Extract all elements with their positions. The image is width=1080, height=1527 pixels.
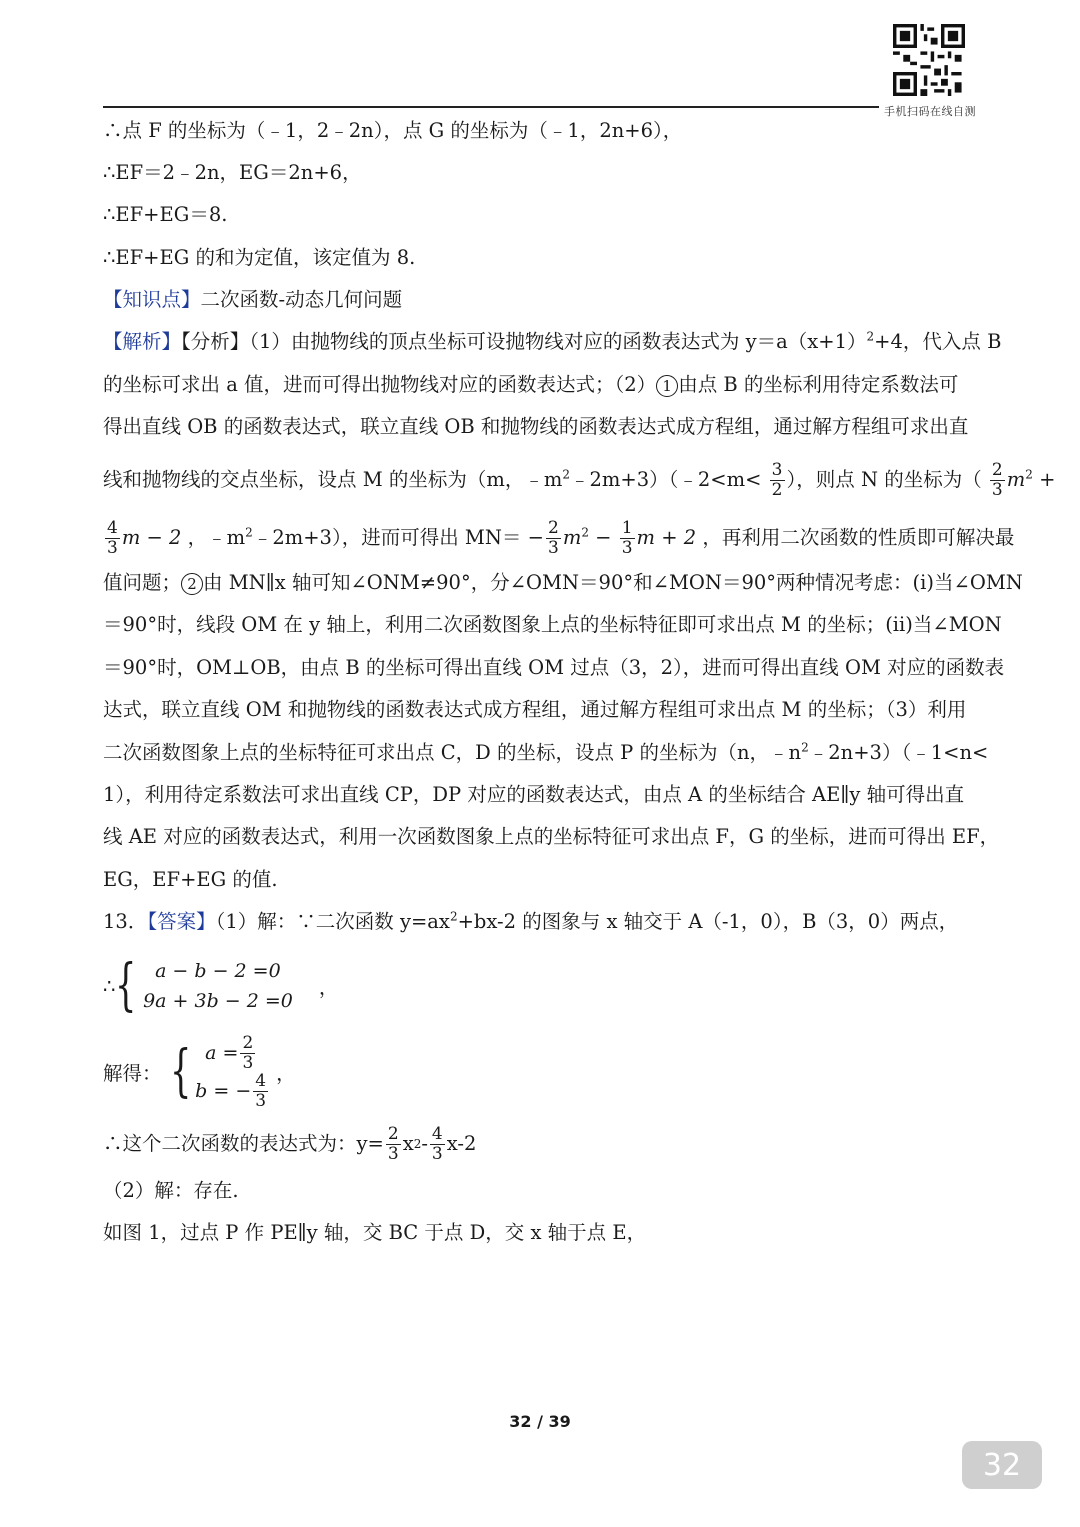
text-line (103, 570, 1023, 596)
circled-number: 1 (656, 375, 678, 397)
superscript: 2 (866, 329, 875, 344)
punctuation: ， (276, 1062, 296, 1085)
answer-line (103, 909, 958, 935)
page-number: 32 / 39 (509, 1412, 571, 1431)
text-segment: + (1032, 468, 1056, 491)
superscript: 2 (1025, 467, 1033, 482)
fraction: $\frac{2}{3}$ (242, 1032, 254, 1073)
text-segment: 由点 B 的坐标利用待定系数法可 (678, 373, 959, 396)
knowledge-tag: 【知识点】 (103, 288, 201, 311)
text-line: ∴EF+EG 的和为定值，该定值为 8. (103, 246, 416, 269)
text-line: EG，EF+EG 的值. (103, 868, 278, 891)
text-line (103, 372, 958, 398)
analysis-tag: 【解析】 (103, 330, 182, 353)
text-segment: ，再利用二次函数的性质即可解决最 (702, 526, 1015, 549)
fraction: $\frac{4}{3}$ (107, 518, 118, 558)
question-number: 13． (103, 910, 148, 933)
text-segment: 值问题； (103, 571, 182, 594)
solution-b: b = − (195, 1080, 252, 1102)
text-segment: 由 MN∥x 轴可知∠ONM≠90°，分∠OMN＝90°和∠MON＝90°两种情况考虑：(i)当∠OMN (203, 571, 1023, 594)
brace-icon: { (115, 953, 137, 1018)
text-segment: ﹣2n+3）（﹣1<n< (808, 741, 989, 764)
text-segment: ），则点 N 的坐标为（ (786, 468, 982, 491)
text-segment: ，﹣m (187, 526, 246, 549)
solution-system (103, 1032, 296, 1112)
equation-system (103, 954, 338, 1018)
page-badge: 32 (962, 1441, 1042, 1489)
solution-label: 解得： (103, 1062, 162, 1085)
math-minus: − (527, 526, 544, 549)
superscript: 2 (801, 740, 809, 755)
text-line: 如图 1，过点 P 作 PE∥y 轴，交 BC 于点 D，交 x 轴于点 E， (103, 1221, 647, 1244)
text-line: ∴EF+EG＝8. (103, 203, 228, 226)
fraction: $\frac{1}{3}$ (621, 518, 633, 558)
text-segment: ﹣2m+3），进而可得出 MN＝ (252, 526, 522, 549)
text-line: ＝90°时，OM⊥OB，由点 B 的坐标可得出直线 OM 过点（3，2），进而可得出直线 OM 对应的函数表 (103, 656, 1005, 679)
text-line: 得出直线 OB 的函数表达式，联立直线 OB 和抛物线的函数表达式成方程组，通过解方程组可求出直 (103, 415, 969, 438)
math-var: x (402, 1132, 414, 1155)
header-rule (103, 106, 879, 108)
brace-icon: { (169, 1039, 191, 1104)
punctuation: ， (318, 976, 339, 999)
math-expr: m − 2 (121, 526, 182, 549)
text-segment: 线和抛物线的交点坐标，设点 M 的坐标为（m，﹣m (103, 468, 563, 491)
answer-tag: 【答案】 (147, 910, 216, 933)
superscript: 2 (562, 467, 570, 482)
analysis-text: 【分析】（1）由抛物线的顶点坐标可设抛物线对应的函数表达式为 y＝a（x+1） (181, 330, 867, 353)
math-expr: x-2 (446, 1132, 477, 1155)
analysis-line (103, 329, 1001, 355)
text-line: ∴EF＝2﹣2n，EG＝2n+6， (103, 161, 362, 184)
math-var: m (1006, 468, 1026, 491)
knowledge-line (103, 287, 402, 313)
text-segment: +bx-2 的图象与 x 轴交于 A（-1，0），B（3，0）两点， (457, 910, 959, 933)
superscript: 2 (245, 525, 253, 540)
fraction: $\frac{3}{2}$ (771, 460, 783, 500)
text-line: （2）解：存在. (103, 1179, 239, 1202)
fraction: $\frac{2}{3}$ (547, 518, 559, 558)
text-segment: 的坐标可求出 a 值，进而可得出抛物线对应的函数表达式；（2） (103, 373, 657, 396)
text-segment: ∴这个二次函数的表达式为：y= (103, 1132, 384, 1155)
text-line: ＝90°时，线段 OM 在 y 轴上，利用二次函数图象上点的坐标特征即可求出点 M 的坐标；(ii)当∠MON (103, 613, 1002, 636)
text-line: 线 AE 对应的函数表达式，利用一次函数图象上点的坐标特征可求出点 F，G 的坐标，进而可得出 EF， (103, 825, 1000, 848)
superscript: 2 (581, 525, 589, 540)
qr-code-icon (893, 24, 965, 96)
math-minus: − (588, 526, 618, 549)
solution-a: a = (205, 1042, 239, 1064)
equation: 9a + 3b − 2 =0 (143, 990, 293, 1012)
knowledge-text: 二次函数-动态几何问题 (200, 288, 403, 311)
text-line (103, 520, 1014, 557)
analysis-text-tail: +4，代入点 B (874, 330, 1002, 353)
text-line: ∴点 F 的坐标为（﹣1，2﹣2n），点 G 的坐标为（﹣1，2n+6）， (103, 119, 683, 142)
text-segment: ﹣2m+3）（﹣2<m< (570, 468, 762, 491)
expression-line: ∴这个二次函数的表达式为：y= $\frac{2}{3}$ x 2 - $\frac{4}{3}$ x-2 (103, 1123, 477, 1164)
equation: a − b − 2 =0 (155, 960, 281, 982)
math-var: m (562, 526, 582, 549)
text-line: 达式，联立直线 OM 和抛物线的函数表达式成方程组，通过解方程组可求出点 M 的坐标；（3）利用 (103, 698, 967, 721)
fraction: $\frac{2}{3}$ (387, 1123, 399, 1164)
text-segment: 二次函数图象上点的坐标特征可求出点 C，D 的坐标，设点 P 的坐标为（n，﹣n (103, 741, 802, 764)
qr-caption: 手机扫码在线自测 (884, 105, 976, 118)
fraction: $\frac{2}{3}$ (991, 460, 1003, 500)
text-line (103, 462, 1055, 499)
fraction: $\frac{4}{3}$ (431, 1123, 443, 1164)
fraction: $\frac{4}{3}$ (255, 1070, 267, 1111)
circled-number: 2 (181, 573, 203, 595)
text-line (103, 740, 988, 766)
text-segment: （1）解：∵二次函数 y=ax (215, 910, 450, 933)
therefore-symbol: ∴ (103, 974, 116, 998)
superscript: 2 (449, 909, 458, 924)
math-expr: m + 2 (636, 526, 697, 549)
text-line: 1），利用待定系数法可求出直线 CP，DP 对应的函数表达式，由点 A 的坐标结合 AE∥y 轴可得出直 (103, 783, 965, 806)
math-minus: - (421, 1132, 428, 1155)
